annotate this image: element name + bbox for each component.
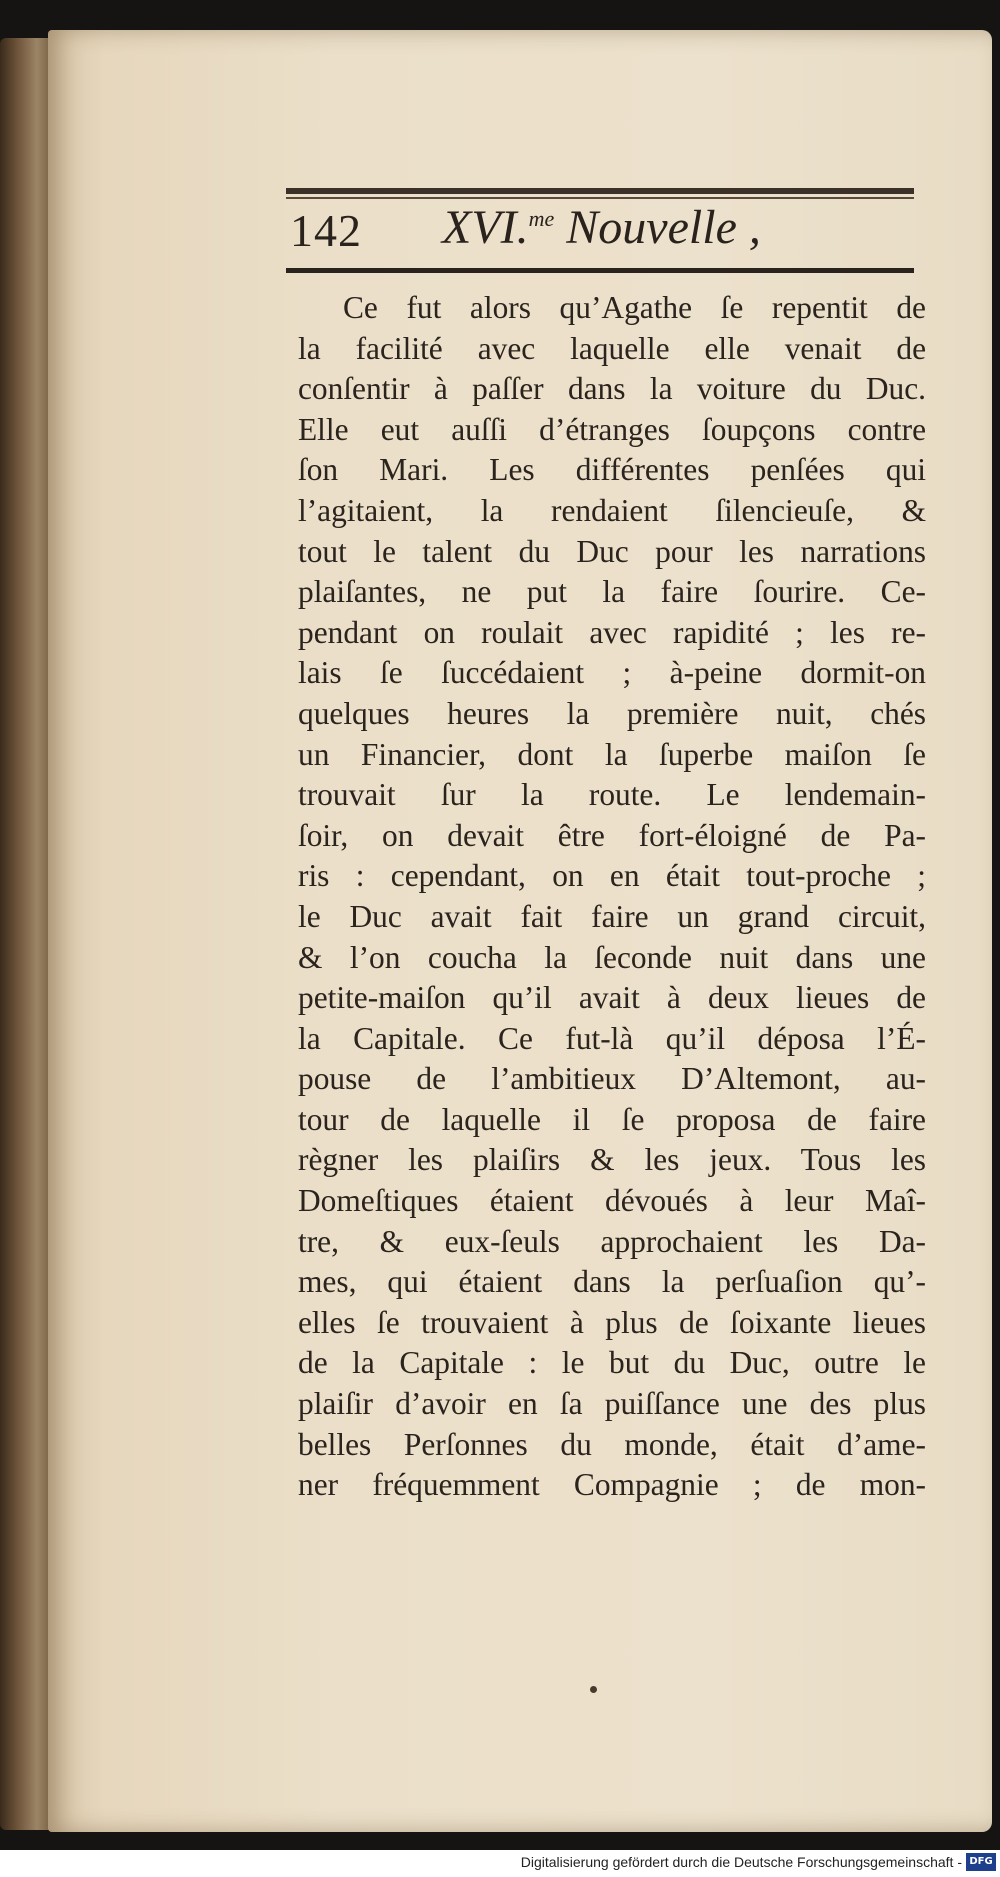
text-line: ner fréquemment Compagnie ; de mon- [298, 1467, 926, 1503]
text-line: l’agitaient, la rendaient ſilencieuſe, & [298, 492, 926, 528]
text-line: lais ſe ſuccédaient ; à-peine dormit-on [298, 655, 926, 691]
chapter-title-numeral: XVI. [442, 201, 529, 254]
running-header [286, 188, 914, 276]
text-line: mes, qui étaient dans la perſuaſion qu’- [298, 1264, 926, 1300]
text-line: & l’on coucha la ſeconde nuit dans une [298, 939, 926, 975]
digitization-credit: Digitalisierung gefördert durch die Deutsche Forschungsgemeinschaft - [520, 1854, 962, 1870]
text-line: ſoir, on devait être fort-éloigné de Pa- [298, 817, 926, 853]
text-line: tre, & eux-ſeuls approchaient les Da- [298, 1223, 926, 1259]
text-line: règner les plaiſirs & les jeux. Tous les [298, 1142, 926, 1178]
text-line: quelques heures la première nuit, chés [298, 695, 926, 731]
text-line: tour de laquelle il ſe proposa de faire [298, 1101, 926, 1137]
chapter-title [442, 200, 761, 255]
text-line: Elle eut auſſi d’étranges ſoupçons contre [298, 411, 926, 447]
text-line: petite-maiſon qu’il avait à deux lieues de [298, 980, 926, 1016]
text-line: la facilité avec laquelle elle venait de [298, 330, 926, 366]
text-line: Domeſtiques étaient dévoués à leur Maî- [298, 1183, 926, 1219]
text-line: belles Perſonnes du monde, était d’ame- [298, 1426, 926, 1462]
text-line: pouse de l’ambitieux D’Altemont, au- [298, 1061, 926, 1097]
text-line: ſon Mari. Les différentes penſées qui [298, 452, 926, 488]
chapter-title-superscript: me [528, 206, 555, 231]
text-line: ris : cependant, on en était tout-proche ; [298, 858, 926, 894]
header-rule-bottom [286, 268, 914, 273]
text-line: pendant on roulait avec rapidité ; les re- [298, 614, 926, 650]
text-line: Ce fut alors qu’Agathe ſe repentit de [343, 290, 926, 325]
header-rule-top [286, 188, 914, 194]
text-line: trouvait ſur la route. Le lendemain- [298, 777, 926, 813]
text-line: un Financier, dont la ſuperbe maiſon ſe [298, 736, 926, 772]
text-line: le Duc avait fait faire un grand circuit, [298, 898, 926, 934]
text-line: elles ſe trouvaient à plus de ſoixante lieues [298, 1304, 926, 1340]
text-line: tout le talent du Duc pour les narrations [298, 533, 926, 569]
text-line: la Capitale. Ce fut-là qu’il déposa l’É- [298, 1020, 926, 1056]
dfg-logo-icon: DFG [966, 1853, 996, 1871]
ink-speck [590, 1686, 597, 1693]
text-line: plaiſir d’avoir en ſa puiſſance une des plus [298, 1386, 926, 1422]
page-number: 142 [290, 205, 362, 256]
text-line: de la Capitale : le but du Duc, outre le [298, 1345, 926, 1381]
text-line: plaiſantes, ne put la faire ſourire. Ce- [298, 574, 926, 610]
header-rule-top-thin [286, 197, 914, 199]
body-text [298, 288, 926, 1506]
chapter-title-word: Nouvelle , [566, 201, 761, 254]
text-line: conſentir à paſſer dans la voiture du Duc. [298, 371, 926, 407]
